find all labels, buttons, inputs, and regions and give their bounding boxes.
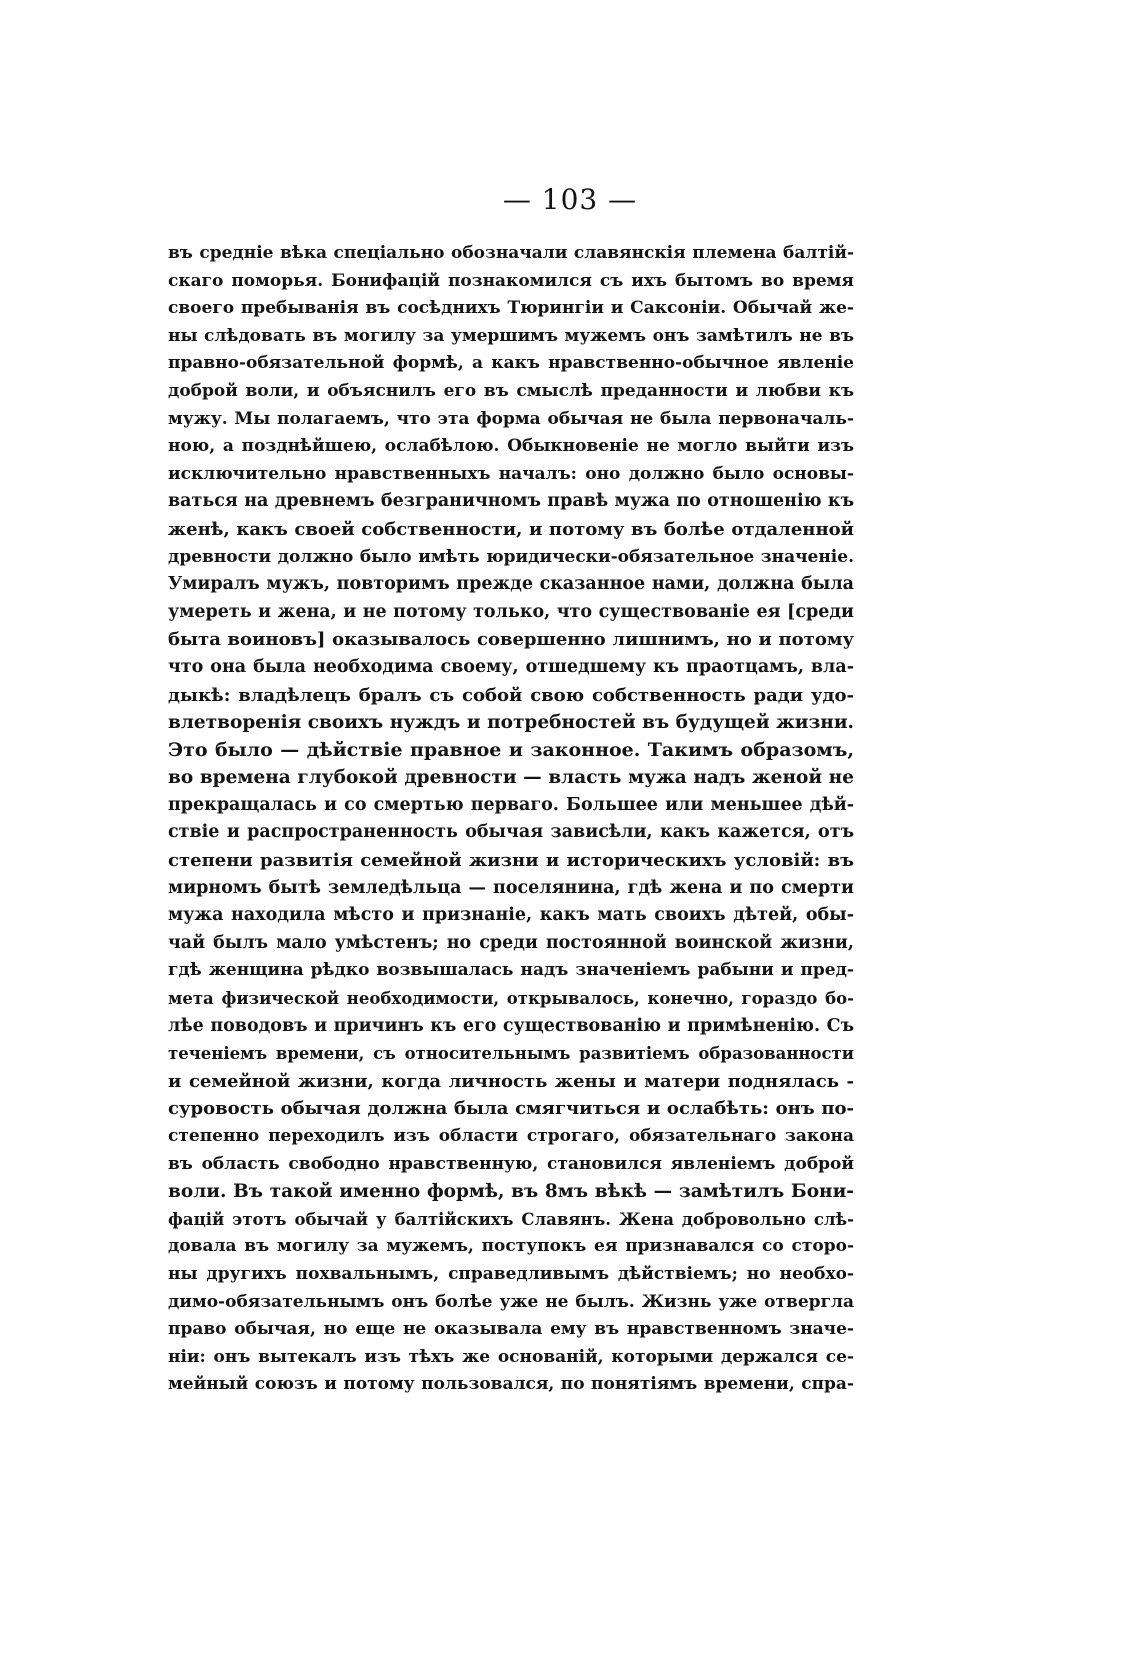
text-line: влетворенія своихъ нуждъ и потребностей въ будущей жизни.: [168, 712, 854, 734]
text-line: ніи: онъ вытекалъ изъ тѣхъ же основаній, которыми держался се-: [168, 1346, 854, 1367]
text-line: древности должно было имѣть юридически-обязательное значеніе.: [168, 546, 854, 567]
text-line: степени развитія семейной жизни и историческихъ условій: въ: [168, 850, 854, 872]
text-line: правно-обязательной формѣ, а какъ нравственно-обычное явленіе: [168, 353, 854, 374]
text-line: мирномъ бытѣ земледѣльца — поселянина, гдѣ жена и по смерти: [168, 877, 854, 898]
text-line: фацій этотъ обычай у балтійскихъ Славянъ. Жена добровольно слѣ-: [168, 1209, 854, 1229]
text-line: и семейной жизни, когда личность жены и матери поднялась -: [168, 1070, 854, 1092]
text-line: право обычая, но еще не оказывала ему въ нравственномъ значе-: [168, 1319, 854, 1340]
text-line: что она была необходима своему, отшедшему къ праотцамъ, вла-: [168, 656, 854, 677]
body-text: [168, 240, 854, 1399]
text-line: во времена глубокой древности — власть мужа надъ женой не: [168, 767, 854, 789]
text-line: степенно переходилъ изъ области строгаго, обязательнаго закона: [168, 1126, 854, 1146]
text-line: ны слѣдовать въ могилу за умершимъ мужемъ онъ замѣтилъ не въ: [168, 325, 854, 346]
text-line: мета физической необходимости, открывалось, конечно, гораздо бо-: [168, 989, 854, 1009]
text-line: исключительно нравственныхъ началъ: оно должно было основы-: [168, 463, 854, 484]
text-line: быта воиновъ] оказывалось совершенно лишнимъ, но и потому: [168, 629, 854, 651]
text-line: воли. Въ такой именно формѣ, въ 8мъ вѣкѣ — замѣтилъ Бони-: [168, 1181, 854, 1203]
text-line: въ область свободно нравственную, становился явленіемъ доброй: [168, 1153, 854, 1174]
text-line: лѣе поводовъ и причинъ къ его существованію и примѣненію. Съ: [168, 1015, 854, 1036]
text-line: димо-обязательнымъ онъ болѣе уже не былъ. Жизнь уже отвергла: [168, 1291, 854, 1312]
text-line: довала въ могилу за мужемъ, поступокъ ея признавался со сторо-: [168, 1236, 854, 1257]
text-line: доброй воли, и объяснилъ его въ смыслѣ преданности и любви къ: [168, 380, 854, 401]
text-line: скаго поморья. Бонифацій познакомился съ ихъ бытомъ во время: [168, 270, 854, 291]
text-line: чай былъ мало умѣстенъ; но среди постоянной воинской жизни,: [168, 932, 854, 953]
text-line: Это было — дѣйствіе правное и законное. Такимъ образомъ,: [168, 738, 854, 761]
text-line: умереть и жена, и не потому только, что существованіе ея [среди: [168, 601, 854, 622]
text-line: гдѣ женщина рѣдко возвышалась надъ значеніемъ рабыни и пред-: [168, 960, 854, 981]
text-line: ваться на древнемъ безграничномъ правѣ мужа по отношенію къ: [168, 491, 854, 512]
page-number: — 103 —: [502, 183, 638, 216]
text-line: мужа находила мѣсто и признаніе, какъ мать своихъ дѣтей, обы-: [168, 905, 854, 926]
text-line: своего пребыванія въ сосѣднихъ Тюрингіи и Саксоніи. Обычай же-: [168, 298, 854, 319]
text-line: мужу. Мы полагаемъ, что эта форма обычая не была первоначаль-: [168, 408, 854, 429]
text-line: теченіемъ времени, съ относительнымъ развитіемъ образованности: [168, 1044, 854, 1064]
text-line: женѣ, какъ своей собственности, и потому въ болѣе отдаленной: [168, 518, 854, 540]
text-line: ствіе и распространенность обычая зависѣли, какъ кажется, отъ: [168, 822, 854, 843]
text-line: суровость обычая должна была смягчиться и ослабѣть: онъ по-: [168, 1098, 854, 1120]
text-line: мейный союзъ и потому пользовался, по понятіямъ времени, спра-: [168, 1374, 854, 1395]
text-line: дыкѣ: владѣлецъ бралъ съ собой свою собственность ради удо-: [168, 684, 854, 706]
text-line: въ средніе вѣка спеціально обозначали славянскія племена балтій-: [168, 243, 854, 263]
text-line: прекращалась и со смертью перваго. Большее или меньшее дѣй-: [168, 794, 854, 815]
text-line: ною, а позднѣйшею, ослабѣлою. Обыкновеніе не могло выйти изъ: [168, 436, 854, 457]
text-line: Умиралъ мужъ, повторимъ прежде сказанное нами, должна была: [168, 574, 854, 595]
text-line: ны другихъ похвальнымъ, справедливымъ дѣйствіемъ; но необхо-: [168, 1263, 854, 1284]
